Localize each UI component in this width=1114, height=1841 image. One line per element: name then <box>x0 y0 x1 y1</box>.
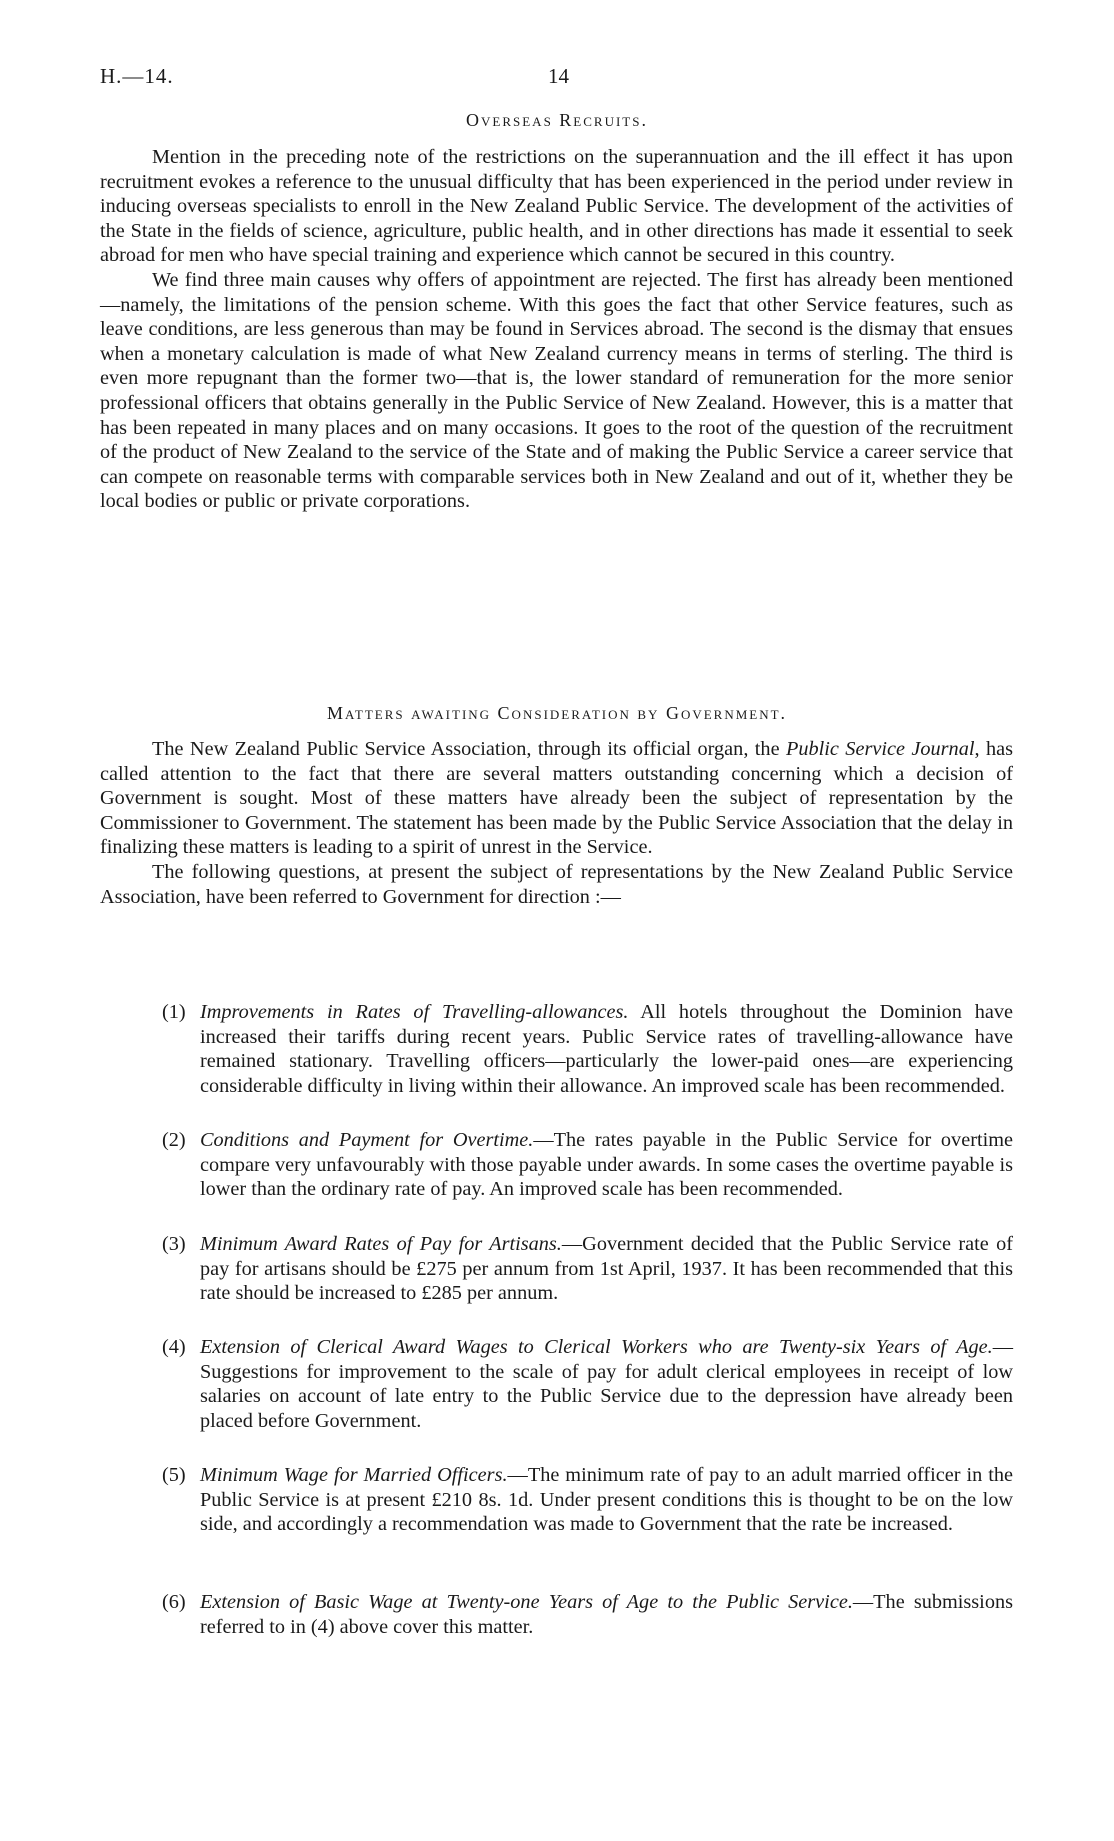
section-heading-overseas-recruits: Overseas Recruits. <box>466 110 648 130</box>
item-number: (6) <box>162 1591 186 1613</box>
document-reference: H.—14. <box>100 64 174 88</box>
list-item <box>162 1590 1013 1639</box>
journal-title: Public Service Journal <box>785 738 975 760</box>
item-text: All hotels throughout the Dominion have increased their tariffs during recent years. Public Service rates of travelling-allowance have remained stationary. Travelling officers—particularly the lower-paid ones—are experiencing considerable difficulty in living within their allowance. An improved scale has been recommended. <box>200 1001 1013 1097</box>
list-item <box>162 1335 1013 1433</box>
section-body-matters-awaiting <box>100 737 1013 909</box>
paragraph-text: , has called attention to the fact that there are several matters outstanding concerning which a decision of Government is sought. Most of these matters have already been the subject of representation by the Commissioner to Government. The statement has been made by the Public Service Association that the delay in finalizing these matters is leading to a spirit of unrest in the Service. <box>100 738 1013 859</box>
paragraph-text: The New Zealand Public Service Association, through its official organ, the <box>152 738 786 760</box>
item-title: Extension of Clerical Award Wages to Clerical Workers who are Twenty-six Years of Age. <box>200 1336 993 1358</box>
list-item <box>162 1232 1013 1306</box>
item-number: (4) <box>162 1336 186 1358</box>
item-number: (3) <box>162 1233 186 1255</box>
section-heading-matters-awaiting: Matters awaiting Consideration by Government. <box>326 703 788 723</box>
item-number: (5) <box>162 1464 186 1486</box>
item-text: —Government decided that the Public Service rate of pay for artisans should be £275 per annum from 1st April, 1937. It has been recommended that this rate should be increased to £285 per annum. <box>200 1233 1013 1305</box>
item-text: —The rates payable in the Public Service for overtime compare very unfavourably with those payable under awards. In some cases the overtime payable is lower than the ordinary rate of pay. An improved scale has been recommended. <box>200 1129 1013 1201</box>
item-title: Minimum Award Rates of Pay for Artisans. <box>200 1233 562 1255</box>
item-text: —The minimum rate of pay to an adult married officer in the Public Service is at present £210 8s. 1d. Under present conditions this is thought to be on the low side, and accordingly a recommendation was made to Government that the rate be increased. <box>200 1464 1013 1536</box>
item-title: Conditions and Payment for Overtime. <box>200 1129 534 1151</box>
paragraph: We find three main causes why offers of appointment are rejected. The first has already been mentioned—namely, the limitations of the pension scheme. With this goes the fact that other Service features, such as leave conditions, are less generous than may be found in Services abroad. The second is the dismay that ensues when a monetary calculation is made of what New Zealand currency means in terms of sterling. The third is even more repugnant than the former two—that is, the lower standard of remuneration for the more senior professional officers that obtains generally in the Public Service of New Zealand. However, this is a matter that has been repeated in many places and on many occasions. It goes to the root of the question of the recruitment of the product of New Zealand to the service of the State and of making the Public Service a career service that can compete on reasonable terms with comparable services both in New Zealand and out of it, whether they be local bodies or public or private corporations. <box>100 268 1013 513</box>
list-item <box>162 1000 1013 1098</box>
item-text: —Suggestions for improvement to the scale of pay for adult clerical employees in receipt of low salaries on account of late entry to the Public Service due to the depression have already been placed before Government. <box>200 1336 1013 1432</box>
item-text: —The submissions referred to in (4) above cover this matter. <box>200 1591 1013 1638</box>
section-body-overseas-recruits <box>100 145 1013 514</box>
paragraph: Mention in the preceding note of the restrictions on the superannuation and the ill effect it has upon recruitment evokes a reference to the unusual difficulty that has been experienced in the period under review in inducing overseas specialists to enroll in the New Zealand Public Service. The development of the activities of the State in the fields of science, agriculture, public health, and in other directions has made it essential to seek abroad for men who have special training and experience which cannot be secured in this country. <box>100 146 1013 267</box>
item-title: Improvements in Rates of Travelling-allowances. <box>200 1001 629 1023</box>
list-item <box>162 1463 1013 1537</box>
item-title: Extension of Basic Wage at Twenty-one Years of Age to the Public Service. <box>200 1591 853 1613</box>
item-title: Minimum Wage for Married Officers. <box>200 1464 508 1486</box>
item-number: (2) <box>162 1129 186 1151</box>
item-number: (1) <box>162 1001 186 1023</box>
list-item <box>162 1128 1013 1202</box>
page-number: 14 <box>548 64 569 88</box>
paragraph <box>100 737 1013 860</box>
paragraph: The following questions, at present the subject of representations by the New Zealand Public Service Association, have been referred to Government for direction :— <box>100 860 1013 908</box>
